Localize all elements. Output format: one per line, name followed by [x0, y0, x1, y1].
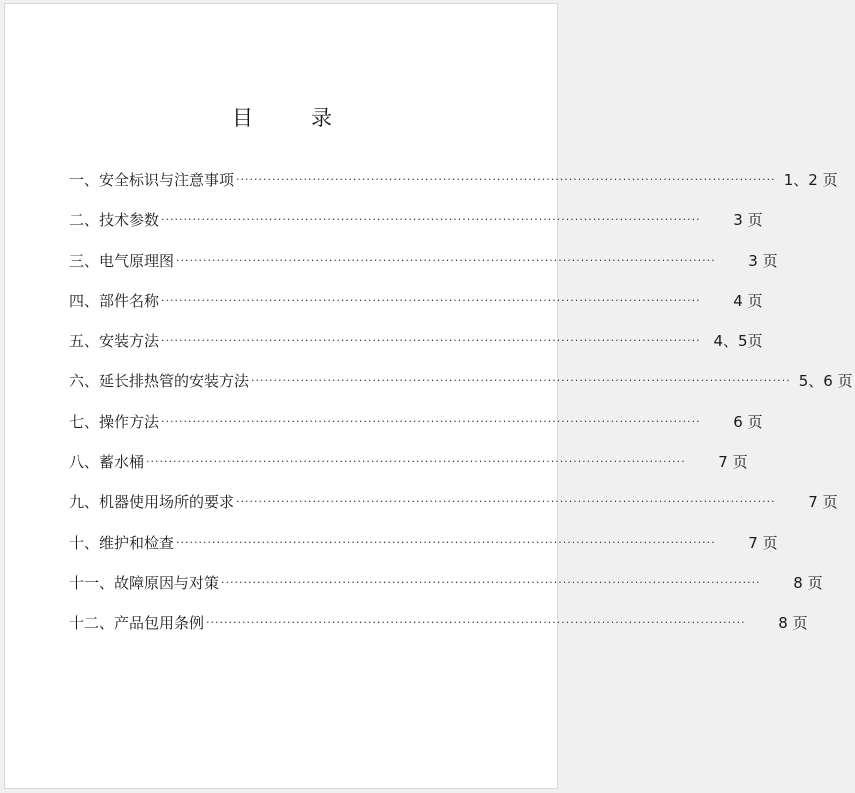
toc-row: [69, 170, 838, 210]
title-char-left: 目: [232, 106, 253, 130]
toc-row: [69, 412, 763, 452]
toc-leader-dots: ························································································································: [221, 575, 761, 589]
toc-page-number: 4、5页: [713, 332, 763, 351]
toc-row: [69, 291, 763, 331]
toc-row: [69, 452, 748, 492]
toc-page-number: 4 页: [733, 291, 763, 310]
toc-entry-label: 三、电气原理图: [69, 251, 175, 270]
title-char-right: 录: [311, 106, 332, 130]
toc-leader-dots: ························································································································: [251, 374, 791, 388]
toc-entry-label: 七、操作方法: [69, 412, 160, 431]
toc-page-number: 1、2 页: [783, 171, 838, 189]
toc-entry-label: 四、部件名称: [69, 291, 160, 310]
toc-page-number: 7 页: [718, 453, 748, 472]
toc-row: [69, 533, 778, 573]
toc-page-number: 8 页: [793, 573, 823, 592]
toc-leader-dots: ························································································································: [176, 535, 716, 549]
toc-entry-label: 十一、故障原因与对策: [69, 573, 220, 592]
toc-page-number: 3 页: [733, 211, 763, 230]
toc-leader-dots: ························································································································: [176, 253, 716, 267]
toc-entry-label: 一、安全标识与注意事项: [69, 171, 235, 189]
toc-row: [69, 331, 763, 371]
toc-leader-dots: ························································································································: [161, 334, 701, 348]
toc-leader-dots: ························································································································: [236, 495, 776, 509]
toc-leader-dots: ························································································································: [161, 414, 701, 428]
toc-page-number: 7 页: [748, 533, 778, 552]
page-title: [5, 102, 559, 132]
toc-row: [69, 210, 763, 250]
toc-row: [69, 573, 823, 613]
toc-entry-label: 九、机器使用场所的要求: [69, 493, 235, 512]
toc-page-number: 5、6 页: [798, 372, 853, 391]
toc-row: [69, 613, 808, 653]
toc-leader-dots: ························································································································: [236, 173, 776, 186]
toc-page-number: 7 页: [808, 493, 838, 512]
toc-leader-dots: ························································································································: [206, 616, 746, 630]
toc-row: [69, 492, 838, 532]
toc-entry-label: 十二、产品包用条例: [69, 614, 205, 633]
toc-entry-label: 十、维护和检查: [69, 533, 175, 552]
toc-entry-label: 六、延长排热管的安装方法: [69, 372, 250, 391]
document-page: [4, 3, 853, 789]
toc-entry-label: 五、安装方法: [69, 332, 160, 351]
toc-row: [69, 371, 853, 411]
table-of-contents: [69, 170, 853, 654]
toc-entry-label: 二、技术参数: [69, 211, 160, 230]
toc-leader-dots: ························································································································: [146, 455, 686, 469]
toc-leader-dots: ························································································································: [161, 213, 701, 227]
toc-leader-dots: ························································································································: [161, 293, 701, 307]
toc-row: [69, 251, 778, 291]
toc-page-number: 6 页: [733, 412, 763, 431]
toc-entry-label: 八、蓄水桶: [69, 453, 145, 472]
toc-page-number: 3 页: [748, 251, 778, 270]
toc-page-number: 8 页: [778, 614, 808, 633]
